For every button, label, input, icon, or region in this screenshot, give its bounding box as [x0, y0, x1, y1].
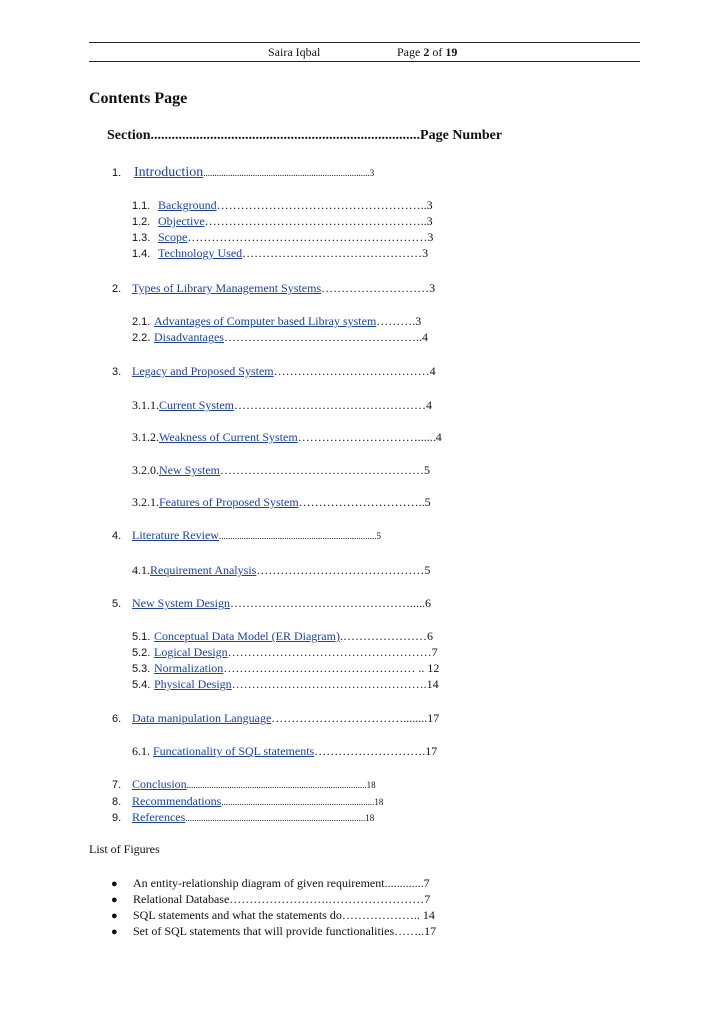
- toc-entry-background[interactable]: 1.1. Background……………………………………………..3: [132, 198, 433, 212]
- toc-link[interactable]: Requirement Analysis: [150, 563, 257, 577]
- toc-entry-normalization[interactable]: 5.3. Normalization………………………………………… .. 12: [132, 661, 440, 675]
- page-title: Contents Page: [89, 90, 188, 107]
- toc-link[interactable]: Logical Design: [154, 645, 228, 659]
- toc-entry-legacy-proposed[interactable]: 3. Legacy and Proposed System…………………………………4: [112, 364, 436, 378]
- toc-link[interactable]: Legacy and Proposed System: [132, 364, 274, 378]
- toc-link[interactable]: Conceptual Data Model (ER Diagram): [154, 629, 340, 643]
- toc-entry-literature-review[interactable]: 4. Literature Review......................................................................5: [112, 528, 381, 542]
- toc-entry-physical-design[interactable]: 5.4. Physical Design………………………………………….14: [132, 677, 439, 691]
- toc-entry-new-system[interactable]: 3.2.0.New System……………………………………………5: [132, 463, 430, 477]
- toc-entry-current-system[interactable]: 3.1.1.Current System…………………………………………4: [132, 398, 432, 412]
- toc-entry-conceptual-model[interactable]: 5.1. Conceptual Data Model (ER Diagram).…………………6: [132, 629, 433, 643]
- list-of-figures-heading: List of Figures: [89, 842, 160, 856]
- toc-link[interactable]: Literature Review: [132, 528, 219, 542]
- toc-link[interactable]: Conclusion: [132, 777, 187, 791]
- bullet-icon: ●: [111, 878, 118, 890]
- toc-entry-requirement-analysis[interactable]: 4.1.Requirement Analysis……………………………………5: [132, 563, 431, 577]
- toc-link[interactable]: Recommendations: [132, 794, 222, 808]
- toc-entry-scope[interactable]: 1.3. Scope……………………………………………………3: [132, 230, 434, 244]
- toc-link[interactable]: Introduction: [134, 165, 204, 180]
- toc-entry-types-of-lms[interactable]: 2. Types of Library Management Systems………………………3: [112, 281, 436, 295]
- toc-link[interactable]: Technology Used: [158, 246, 243, 260]
- header-author: Saira Iqbal: [268, 45, 321, 59]
- toc-entry-new-system-design[interactable]: 5. New System Design……………………………………….....6: [112, 596, 431, 610]
- figure-entry: ● Set of SQL statements that will provide functionalities……..17: [111, 924, 437, 938]
- figure-entry: ● Relational Database…………………….……………………7: [111, 892, 431, 906]
- toc-entry-references[interactable]: 9. References................................................................................18: [112, 810, 375, 824]
- toc-entry-disadvantages[interactable]: 2.2. Disadvantages…………………………………………..4: [132, 330, 428, 344]
- toc-link[interactable]: Data manipulation Language: [132, 711, 272, 725]
- figure-entry: ● An entity-relationship diagram of given requirement.............7: [111, 876, 430, 890]
- toc-link[interactable]: Background: [158, 198, 217, 212]
- toc-link[interactable]: References: [132, 810, 186, 824]
- bullet-icon: ●: [111, 894, 118, 906]
- header-top-rule: [89, 42, 640, 43]
- toc-link[interactable]: Normalization: [154, 661, 224, 675]
- header-page-number: Page 2 of 19: [397, 45, 458, 59]
- toc-entry-recommendations[interactable]: 8. Recommendations....................................................................18: [112, 794, 384, 808]
- toc-link[interactable]: Objective: [158, 214, 205, 228]
- toc-link[interactable]: New System Design: [132, 596, 230, 610]
- toc-column-header: Section.............................................................................Page Number: [107, 128, 503, 143]
- toc-link[interactable]: Funcationality of SQL statements: [153, 744, 315, 758]
- toc-link[interactable]: Weakness of Current System: [159, 430, 298, 444]
- bullet-icon: ●: [111, 926, 118, 938]
- toc-link[interactable]: Features of Proposed System: [159, 495, 299, 509]
- toc-link[interactable]: Scope: [158, 230, 188, 244]
- toc-entry-conclusion[interactable]: 7. Conclusion................................................................................18: [112, 777, 376, 791]
- toc-entry-features[interactable]: 3.2.1.Features of Proposed System…………………………..5: [132, 495, 431, 509]
- toc-link[interactable]: Advantages of Computer based Libray system: [154, 314, 377, 328]
- toc-link[interactable]: Current System: [159, 398, 234, 412]
- toc-link[interactable]: Disadvantages: [154, 330, 224, 344]
- toc-entry-advantages[interactable]: 2.1. Advantages of Computer based Libray system……….3: [132, 314, 422, 328]
- toc-entry-introduction[interactable]: 1. Introduction..........................................................................3: [112, 165, 375, 180]
- toc-entry-technology-used[interactable]: 1.4. Technology Used………………………………………3: [132, 246, 429, 260]
- toc-entry-weakness[interactable]: 3.1.2.Weakness of Current System…………………………......4: [132, 430, 442, 444]
- bullet-icon: ●: [111, 910, 118, 922]
- header-bottom-rule: [89, 61, 640, 62]
- toc-entry-sql-functionality[interactable]: 6.1. Funcationality of SQL statements……………………….17: [132, 744, 438, 758]
- toc-link[interactable]: Physical Design: [154, 677, 232, 691]
- toc-entry-logical-design[interactable]: 5.2. Logical Design……………………………………………7: [132, 645, 438, 659]
- toc-link[interactable]: New System: [159, 463, 220, 477]
- toc-entry-objective[interactable]: 1.2. Objective………………………………………………..3: [132, 214, 433, 228]
- figure-entry: ● SQL statements and what the statements do……………….. 14: [111, 908, 435, 922]
- toc-link[interactable]: Types of Library Management Systems: [132, 281, 322, 295]
- toc-entry-dml[interactable]: 6. Data manipulation Language……………………………........17: [112, 711, 440, 725]
